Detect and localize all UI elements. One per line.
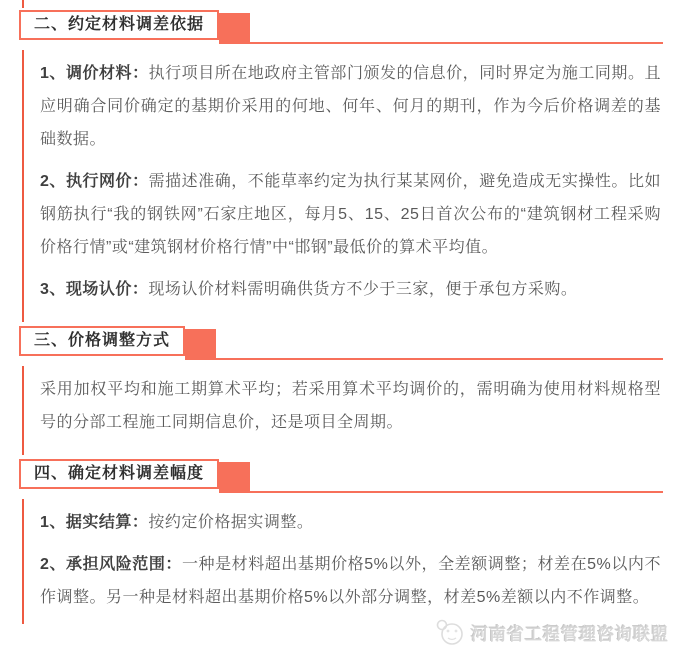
section-accent-block (185, 329, 216, 360)
paragraph-text: 执行项目所在地政府主管部门颁发的信息价，同时界定为施工同期。且应明确合同价确定的基期价采用的何地、何年、何月的期刊，作为今后价格调差的基础数据。 (40, 65, 661, 148)
paragraph-lead: 1、据实结算： (40, 514, 149, 531)
paragraph-lead: 2、承担风险范围： (40, 556, 182, 573)
paragraph-text: 采用加权平均和施工期算术平均；若采用算术平均调价的，需明确为使用材料规格型号的分部工程施工同期信息价，还是项目全周期。 (40, 381, 661, 431)
section-body-3 (22, 366, 679, 455)
section-title-3: 三、价格调整方式 (19, 326, 185, 356)
paragraph-site-pricing (40, 273, 661, 306)
section-accent-block (219, 13, 250, 44)
paragraph-text: 按约定价格据实调整。 (148, 514, 314, 531)
paragraph-adjust-method (40, 373, 661, 439)
paragraph-network-price (40, 165, 661, 264)
paragraph-lead: 2、执行网价： (40, 173, 149, 190)
section-body-4 (22, 499, 679, 624)
paragraph-text: 一种是材料超出基期价格5%以外，全差额调整；材差在5%以内不作调整。另一种是材料超出基期价格5%以外部分调整，材差5%差额以内不作调整。 (40, 556, 661, 606)
section-rule (250, 42, 663, 44)
section-title-2: 二、约定材料调差依据 (19, 10, 219, 40)
section-rule (250, 491, 663, 493)
section-rule (216, 358, 663, 360)
section-body-2 (22, 50, 679, 322)
paragraph-risk-range (40, 548, 661, 614)
paragraph-lead: 1、调价材料： (40, 65, 149, 82)
watermark-text: 河南省工程管理咨询联盟 (471, 624, 669, 644)
section-title-4: 四、确定材料调差幅度 (19, 459, 219, 489)
section-header-3 (19, 326, 663, 360)
section-accent-block (219, 462, 250, 493)
paragraph-text: 现场认价材料需明确供货方不少于三家，便于承包方采购。 (148, 281, 578, 298)
paragraph-adjust-material (40, 57, 661, 156)
section-header-4 (19, 459, 663, 493)
left-accent-line-stub (22, 0, 24, 8)
paragraph-text: 需描述准确，不能草率约定为执行某某网价，避免造成无实操性。比如钢筋执行“我的钢铁网”石家庄地区，每月5、15、25日首次公布的“建筑钢材工程采购价格行情”或“建筑钢材价格行情”中“邯钢”最低价的算术平均值。 (40, 173, 661, 256)
section-header-2 (19, 10, 663, 44)
paragraph-actual-settlement (40, 506, 661, 539)
paragraph-lead: 3、现场认价： (40, 281, 149, 298)
